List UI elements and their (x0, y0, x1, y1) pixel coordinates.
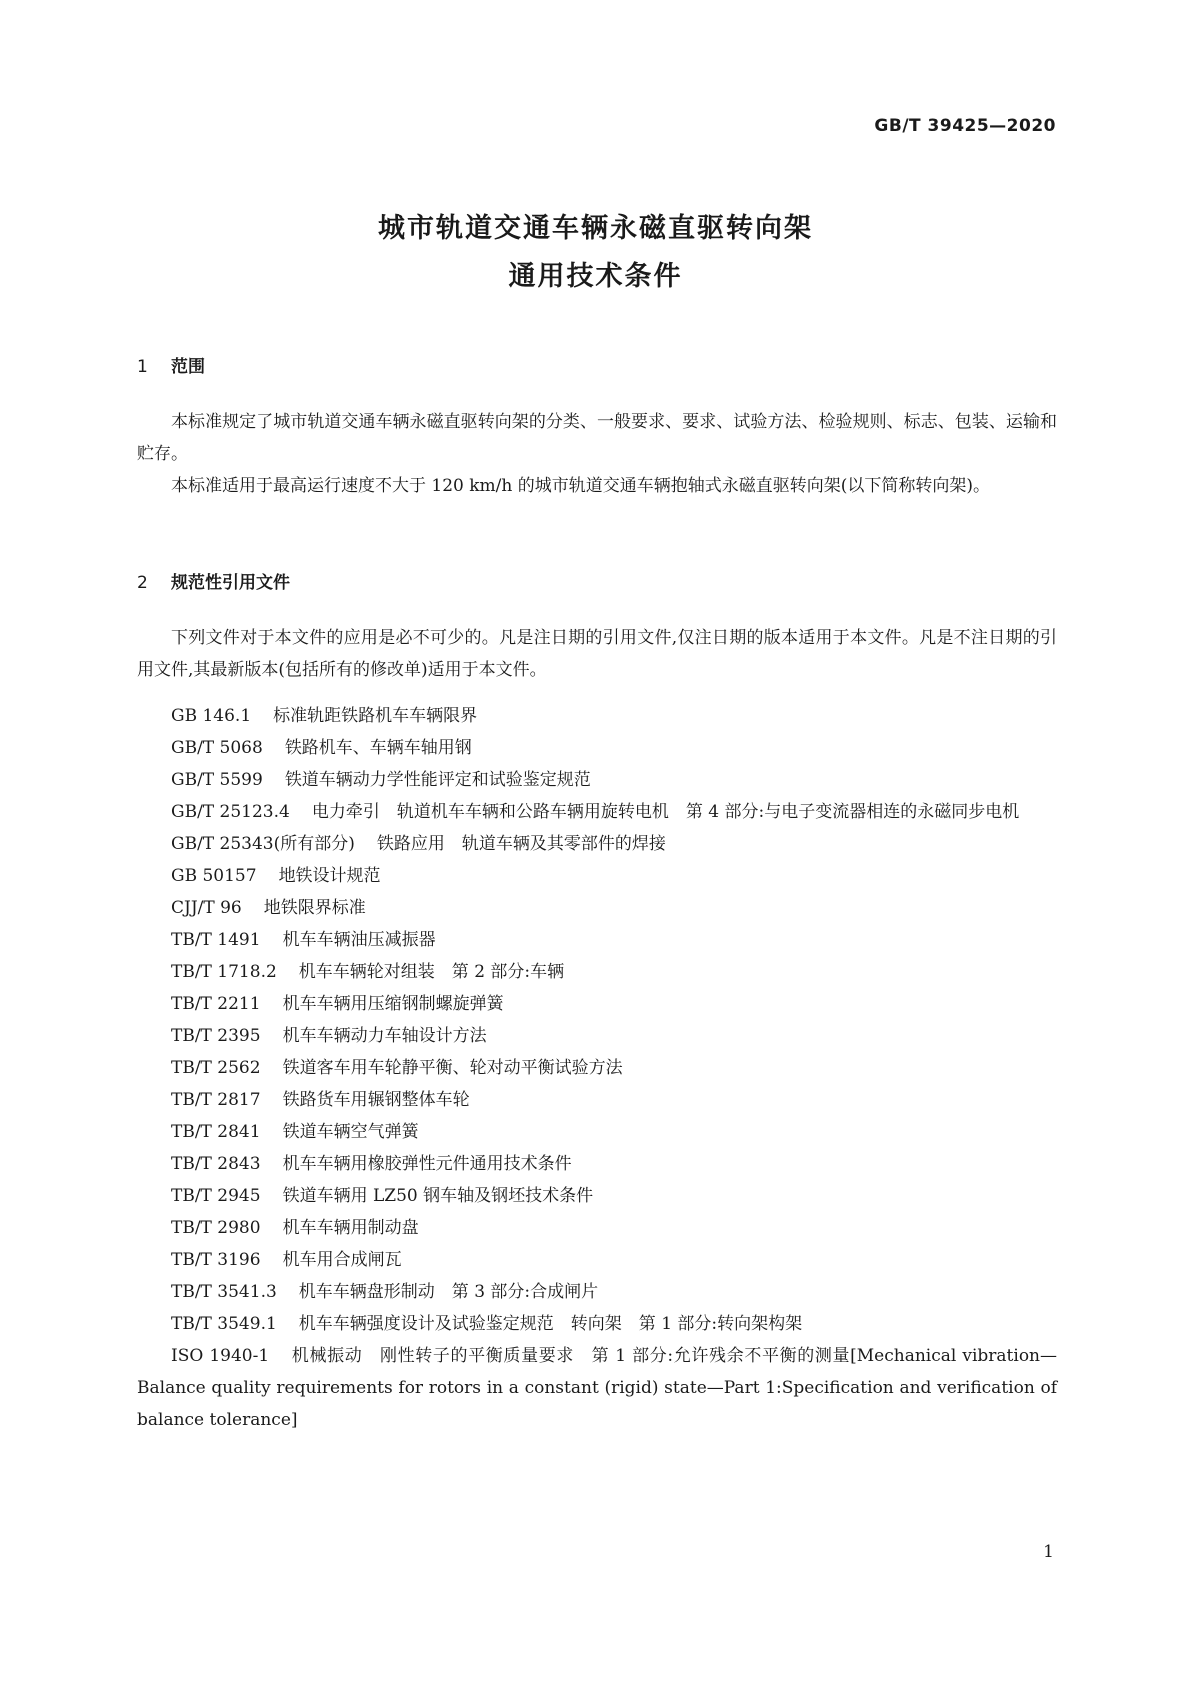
reference-title: 地铁设计规范 (278, 866, 381, 886)
reference-item (137, 1020, 1057, 1052)
reference-title: 铁路货车用辗钢整体车轮 (282, 1090, 470, 1110)
reference-item (137, 1148, 1057, 1180)
reference-code: TB/T 3549.1 (171, 1314, 277, 1334)
reference-code: TB/T 3196 (171, 1250, 261, 1270)
reference-item (137, 796, 1057, 828)
reference-item (137, 988, 1057, 1020)
reference-title: 机车车辆动力车轴设计方法 (282, 1026, 487, 1046)
reference-item (137, 1244, 1057, 1276)
reference-item (137, 1116, 1057, 1148)
reference-title: 地铁限界标准 (263, 898, 366, 918)
standard-code: GB/T 39425—2020 (874, 116, 1056, 136)
reference-item (137, 1308, 1057, 1340)
section-1-heading (137, 352, 205, 377)
section-title: 范围 (171, 357, 205, 377)
section-title: 规范性引用文件 (171, 573, 290, 593)
document-title (0, 205, 1191, 301)
reference-code: TB/T 2211 (171, 994, 261, 1014)
reference-code: GB/T 5068 (171, 738, 263, 758)
page-number: 1 (1043, 1542, 1054, 1562)
reference-title: 电力牵引 轨道机车车辆和公路车辆用旋转电机 第 4 部分:与电子变流器相连的永磁同步电机 (311, 802, 1020, 822)
reference-item (137, 1212, 1057, 1244)
reference-code: GB 146.1 (171, 706, 252, 726)
section-number: 2 (137, 573, 148, 593)
reference-item (137, 732, 1057, 764)
reference-code: TB/T 2980 (171, 1218, 261, 1238)
section-number: 1 (137, 357, 148, 377)
reference-title: 标准轨距铁路机车车辆限界 (273, 706, 478, 726)
reference-code: GB 50157 (171, 866, 257, 886)
reference-title: 铁路机车、车辆车轴用钢 (284, 738, 472, 758)
reference-title: 铁道车辆用 LZ50 钢车轴及钢坯技术条件 (282, 1186, 594, 1206)
title-line-1: 城市轨道交通车辆永磁直驱转向架 (378, 213, 813, 244)
reference-item (137, 860, 1057, 892)
scope-paragraph-1: 本标准规定了城市轨道交通车辆永磁直驱转向架的分类、一般要求、要求、试验方法、检验规则、标志、包装、运输和贮存。 (137, 412, 1057, 464)
reference-item (137, 956, 1057, 988)
reference-title: 机车车辆用橡胶弹性元件通用技术条件 (282, 1154, 572, 1174)
reference-code: TB/T 2843 (171, 1154, 261, 1174)
reference-title: 铁道客车用车轮静平衡、轮对动平衡试验方法 (282, 1058, 623, 1078)
reference-title: 机车车辆用压缩钢制螺旋弹簧 (282, 994, 504, 1014)
reference-item (137, 1052, 1057, 1084)
reference-item (137, 764, 1057, 796)
reference-title: 铁道车辆空气弹簧 (282, 1122, 419, 1142)
reference-item (137, 1340, 1057, 1436)
reference-code: TB/T 2841 (171, 1122, 261, 1142)
reference-code: TB/T 2395 (171, 1026, 261, 1046)
reference-code: TB/T 3541.3 (171, 1282, 277, 1302)
reference-title: 机车车辆强度设计及试验鉴定规范 转向架 第 1 部分:转向架构架 (298, 1314, 803, 1334)
reference-code: ISO 1940-1 (171, 1346, 270, 1366)
reference-code: TB/T 2562 (171, 1058, 261, 1078)
reference-code: GB/T 25343(所有部分) (171, 834, 355, 854)
reference-list (137, 700, 1057, 1436)
reference-item (137, 1084, 1057, 1116)
scope-paragraph-2: 本标准适用于最高运行速度不大于 120 km/h 的城市轨道交通车辆抱轴式永磁直驱转向架(以下简称转向架)。 (171, 476, 991, 496)
reference-title: 机械振动 刚性转子的平衡质量要求 第 1 部分:允许残余不平衡的测量[Mechanical vibration—Balance quality requirements for rotors in a constant (rigid) state—Part 1:Specification and verification of balance tolerance] (137, 1346, 1058, 1430)
reference-code: TB/T 1491 (171, 930, 261, 950)
reference-title: 机车车辆轮对组装 第 2 部分:车辆 (298, 962, 565, 982)
title-line-2: 通用技术条件 (508, 261, 683, 292)
reference-code: TB/T 2945 (171, 1186, 261, 1206)
references-intro: 下列文件对于本文件的应用是必不可少的。凡是注日期的引用文件,仅注日期的版本适用于本文件。凡是不注日期的引用文件,其最新版本(包括所有的修改单)适用于本文件。 (137, 628, 1057, 680)
reference-item (137, 700, 1057, 732)
reference-title: 铁道车辆动力学性能评定和试验鉴定规范 (284, 770, 591, 790)
reference-title: 机车用合成闸瓦 (282, 1250, 402, 1270)
reference-code: TB/T 2817 (171, 1090, 261, 1110)
reference-code: GB/T 5599 (171, 770, 263, 790)
reference-item (137, 1180, 1057, 1212)
section-2-heading (137, 568, 290, 593)
reference-title: 机车车辆用制动盘 (282, 1218, 419, 1238)
reference-title: 铁路应用 轨道车辆及其零部件的焊接 (376, 834, 666, 854)
reference-code: TB/T 1718.2 (171, 962, 277, 982)
reference-item (137, 924, 1057, 956)
reference-title: 机车车辆盘形制动 第 3 部分:合成闸片 (298, 1282, 599, 1302)
reference-item (137, 1276, 1057, 1308)
reference-item (137, 828, 1057, 860)
reference-item (137, 892, 1057, 924)
reference-code: GB/T 25123.4 (171, 802, 290, 822)
reference-title: 机车车辆油压减振器 (282, 930, 436, 950)
reference-code: CJJ/T 96 (171, 898, 242, 918)
